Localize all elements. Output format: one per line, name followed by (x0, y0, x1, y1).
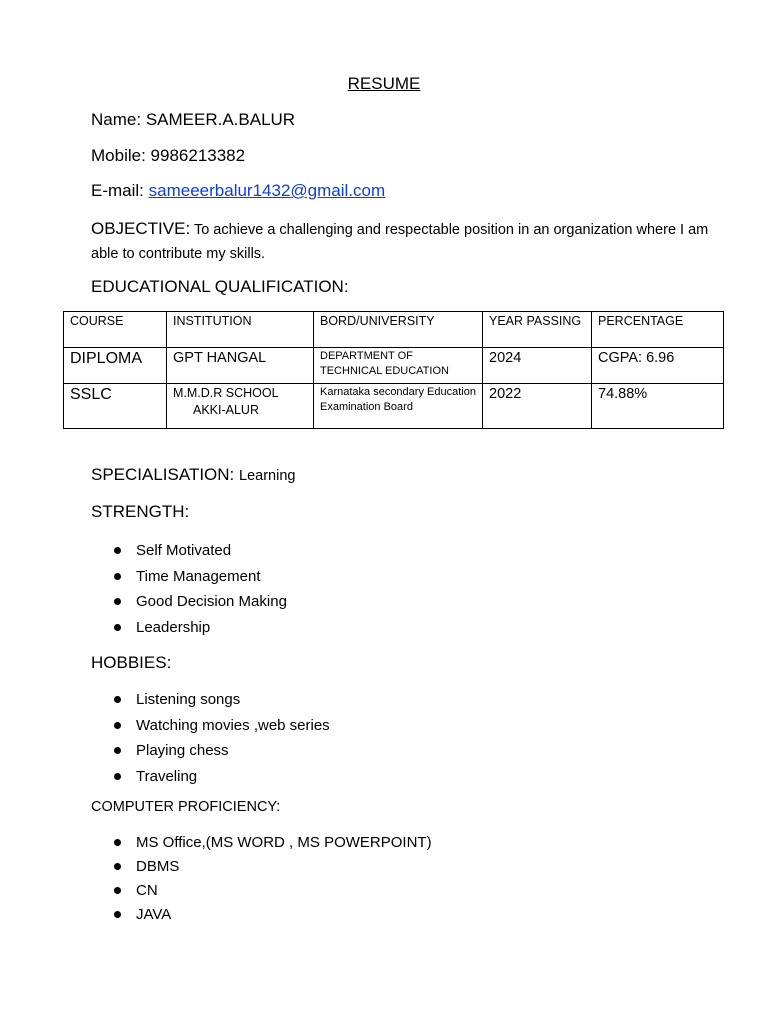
education-table (63, 311, 724, 429)
list-item-text: Leadership (136, 619, 211, 637)
objective-label: OBJECTIVE: (91, 219, 191, 238)
bullet-icon (114, 598, 121, 605)
list-item (91, 687, 330, 713)
list-item (91, 589, 287, 615)
cell-institution (167, 348, 314, 384)
name-line (91, 110, 295, 130)
cell-board: Karnataka secondary Education Examination Board (314, 384, 483, 429)
cell-institution (167, 384, 314, 429)
name-label: Name: (91, 110, 142, 129)
education-heading: EDUCATIONAL QUALIFICATION: (91, 277, 349, 296)
bullet-icon (114, 624, 121, 631)
specialisation-label: SPECIALISATION: (91, 465, 235, 484)
table-row (64, 348, 724, 384)
institution-line: GPT HANGAL (173, 350, 267, 366)
hobbies-heading: HOBBIES: (91, 653, 172, 672)
table-header-row (64, 312, 724, 348)
list-item (91, 615, 287, 641)
list-item (91, 903, 432, 927)
header-year: YEAR PASSING (483, 312, 592, 348)
cell-year: 2022 (483, 384, 592, 429)
list-item (91, 831, 432, 855)
specialisation-line (91, 465, 295, 485)
list-item-text: Watching movies ,web series (136, 716, 330, 734)
bullet-icon (114, 573, 121, 580)
email-label: E-mail: (91, 181, 144, 200)
bullet-icon (114, 547, 121, 554)
bullet-icon (114, 887, 121, 894)
bullet-icon (114, 722, 121, 729)
list-item-text: JAVA (136, 906, 172, 923)
bullet-icon (114, 747, 121, 754)
email-line (91, 181, 385, 201)
mobile-label: Mobile: (91, 146, 146, 165)
institution-line: AKKI-ALUR (193, 403, 259, 417)
bullet-icon (114, 696, 121, 703)
cell-percentage: 74.88% (592, 384, 724, 429)
header-institution: INSTITUTION (167, 312, 314, 348)
strength-list (91, 538, 287, 641)
institution-line: M.M.D.R SCHOOL (173, 386, 279, 400)
list-item-text: Time Management (136, 567, 261, 585)
resume-title-text: RESUME (347, 74, 421, 93)
list-item (91, 879, 432, 903)
specialisation-value: Learning (239, 468, 296, 484)
list-item-text: MS Office,(MS WORD , MS POWERPOINT) (136, 834, 432, 851)
header-percentage: PERCENTAGE (592, 312, 724, 348)
list-item (91, 855, 432, 879)
list-item-text: Playing chess (136, 742, 229, 760)
name-value: SAMEER.A.BALUR (145, 110, 296, 129)
cell-course: SSLC (64, 384, 167, 429)
email-link[interactable]: sameeerbalur1432@gmail.com (148, 181, 386, 200)
list-item (91, 538, 287, 564)
computer-list (91, 831, 432, 927)
list-item-text: Self Motivated (136, 542, 232, 559)
resume-title (0, 74, 768, 94)
computer-heading: COMPUTER PROFICIENCY: (91, 799, 281, 815)
list-item-text: DBMS (136, 858, 180, 875)
bullet-icon (114, 839, 121, 846)
list-item (91, 564, 287, 590)
cell-year: 2024 (483, 348, 592, 384)
list-item (91, 764, 330, 790)
cell-board: DEPARTMENT OF TECHNICAL EDUCATION (314, 348, 483, 384)
list-item (91, 713, 330, 739)
hobbies-list (91, 687, 330, 790)
bullet-icon (114, 863, 121, 870)
list-item-text: Listening songs (136, 691, 241, 708)
header-board: BORD/UNIVERSITY (314, 312, 483, 348)
objective-text: To achieve a challenging and respectable position in an organization where I am able to contribute my skills. (91, 222, 709, 262)
cell-percentage: CGPA: 6.96 (592, 348, 724, 384)
objective-section (91, 217, 711, 266)
strength-heading: STRENGTH: (91, 502, 190, 521)
mobile-value: 9986213382 (150, 146, 246, 165)
mobile-line (91, 146, 245, 166)
cell-course: DIPLOMA (64, 348, 167, 384)
list-item (91, 738, 330, 764)
list-item-text: CN (136, 882, 158, 899)
header-course: COURSE (64, 312, 167, 348)
table-row (64, 384, 724, 429)
list-item-text: Traveling (136, 768, 198, 786)
bullet-icon (114, 911, 121, 918)
list-item-text: Good Decision Making (136, 593, 287, 611)
bullet-icon (114, 773, 121, 780)
